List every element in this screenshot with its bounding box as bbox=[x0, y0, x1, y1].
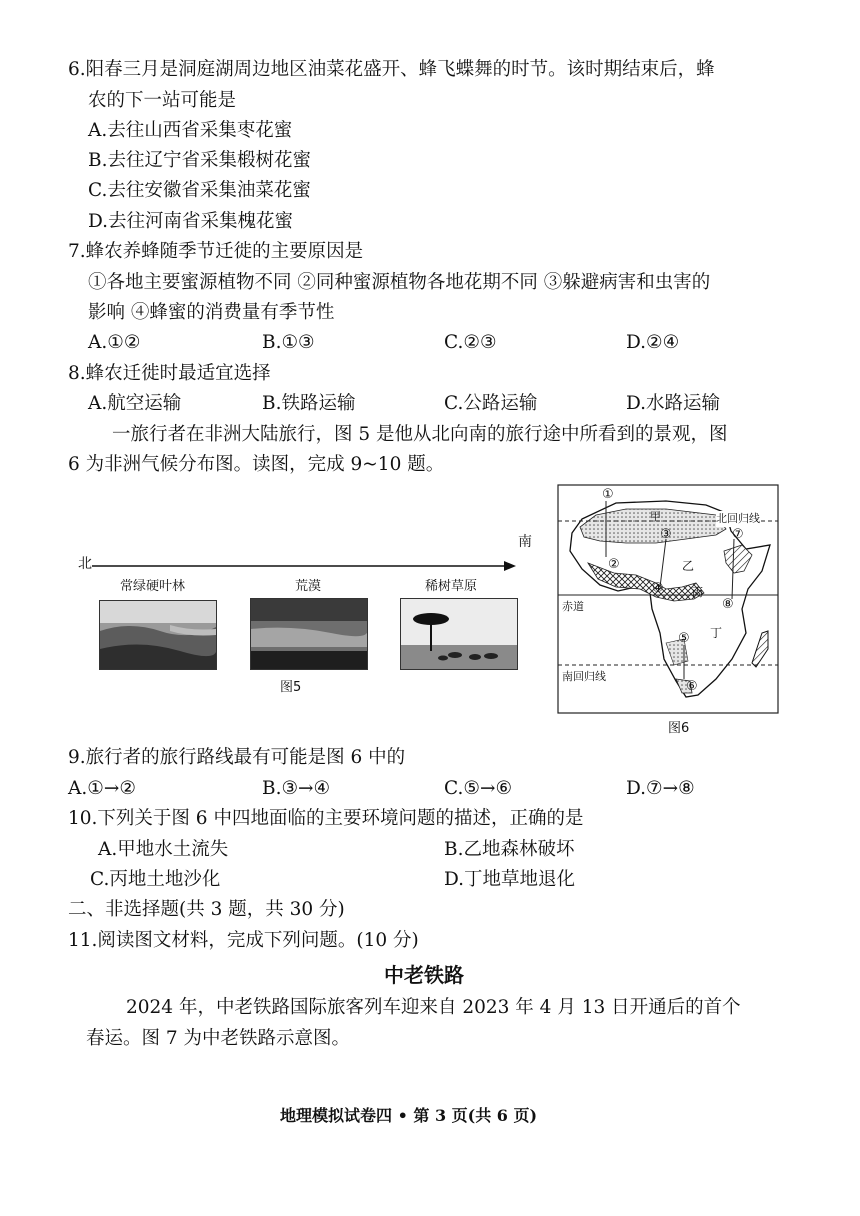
q11-stem: 11.阅读图文材料，完成下列问题。(10 分) bbox=[68, 930, 419, 951]
q8-option-a: A.航空运输 bbox=[88, 393, 182, 414]
q9-option-d: D.⑦→⑧ bbox=[626, 778, 695, 799]
q7-items-line1: ①各地主要蜜源植物不同 ②同种蜜源植物各地花期不同 ③躲避病害和虫害的 bbox=[88, 272, 711, 293]
q10-stem: 10.下列关于图 6 中四地面临的主要环境问题的描述，正确的是 bbox=[68, 808, 584, 829]
q7-option-c: C.②③ bbox=[444, 332, 497, 353]
north-label: 北 bbox=[78, 556, 92, 572]
q6-option-c: C.去往安徽省采集油菜花蜜 bbox=[88, 180, 311, 201]
ding-label: 丁 bbox=[710, 626, 723, 640]
photo1-label: 常绿硬叶林 bbox=[120, 579, 186, 594]
figure-5-caption: 图5 bbox=[280, 680, 302, 695]
q10-option-c: C.丙地土地沙化 bbox=[90, 869, 221, 890]
q6-option-d: D.去往河南省采集槐花蜜 bbox=[88, 211, 294, 232]
q7-option-a: A.①② bbox=[88, 332, 141, 353]
section-2-heading: 二、非选择题(共 3 题，共 30 分) bbox=[68, 899, 345, 920]
marker-4: ④ bbox=[652, 581, 664, 596]
yi-label: 乙 bbox=[682, 559, 695, 573]
figure-5 bbox=[70, 530, 530, 710]
marker-7: ⑦ bbox=[732, 527, 744, 542]
intro-line2: 6 为非洲气候分布图。读图，完成 9~10 题。 bbox=[68, 454, 445, 475]
photo2-label: 荒漠 bbox=[295, 579, 322, 594]
equator-label: 赤道 bbox=[562, 600, 584, 613]
marker-8: ⑧ bbox=[722, 597, 734, 612]
page-footer: 地理模拟试卷四 • 第 3 页(共 6 页) bbox=[280, 1106, 538, 1125]
q9-option-a: A.①→② bbox=[68, 778, 136, 799]
figure-6 bbox=[556, 483, 780, 743]
marker-2: ② bbox=[608, 557, 620, 572]
q11-body-line2: 春运。图 7 为中老铁路示意图。 bbox=[86, 1028, 351, 1049]
figure-6-caption: 图6 bbox=[668, 721, 690, 736]
q6-option-b: B.去往辽宁省采集椴树花蜜 bbox=[88, 150, 311, 171]
bing-label: 丙 bbox=[692, 586, 703, 599]
photo-savanna bbox=[400, 598, 518, 670]
q10-option-d: D.丁地草地退化 bbox=[444, 869, 576, 890]
photo3-label: 稀树草原 bbox=[425, 579, 478, 594]
marker-1: ① bbox=[602, 487, 614, 502]
marker-3: ③ bbox=[660, 527, 672, 542]
q8-option-c: C.公路运输 bbox=[444, 393, 538, 414]
q11-material-title: 中老铁路 bbox=[384, 963, 464, 987]
photo-sclerophyll-forest bbox=[99, 600, 217, 670]
q6-stem-line1: 6.阳春三月是洞庭湖周边地区油菜花盛开、蜂飞蝶舞的时节。该时期结束后，蜂 bbox=[68, 59, 715, 80]
q7-items-line2: 影响 ④蜂蜜的消费量有季节性 bbox=[88, 302, 335, 323]
q9-stem: 9.旅行者的旅行路线最有可能是图 6 中的 bbox=[68, 747, 406, 768]
q7-option-b: B.①③ bbox=[262, 332, 315, 353]
q9-option-b: B.③→④ bbox=[262, 778, 331, 799]
intro-line1: 一旅行者在非洲大陆旅行，图 5 是他从北向南的旅行途中所看到的景观，图 bbox=[112, 424, 728, 445]
q11-body-line1: 2024 年，中老铁路国际旅客列车迎来自 2023 年 4 月 13 日开通后的首个 bbox=[126, 997, 741, 1018]
tropic-capricorn-label: 南回归线 bbox=[562, 670, 606, 683]
q7-option-d: D.②④ bbox=[626, 332, 680, 353]
south-label: 南 bbox=[518, 534, 532, 550]
q6-stem-line2: 农的下一站可能是 bbox=[88, 90, 237, 111]
q10-option-a: A.甲地水土流失 bbox=[98, 839, 229, 860]
q9-option-c: C.⑤→⑥ bbox=[444, 778, 513, 799]
q10-option-b: B.乙地森林破坏 bbox=[444, 839, 575, 860]
q7-stem: 7.蜂农养蜂随季节迁徙的主要原因是 bbox=[68, 241, 364, 262]
jia-label: 甲 bbox=[650, 510, 661, 523]
direction-arrow bbox=[92, 558, 516, 574]
marker-6: ⑥ bbox=[686, 679, 698, 694]
tropic-cancer-label: 北回归线 bbox=[716, 512, 760, 525]
q8-stem: 8.蜂农迁徙时最适宜选择 bbox=[68, 363, 271, 384]
q6-option-a: A.去往山西省采集枣花蜜 bbox=[88, 120, 293, 141]
q8-option-b: B.铁路运输 bbox=[262, 393, 356, 414]
photo-desert bbox=[250, 598, 368, 670]
marker-5: ⑤ bbox=[678, 631, 690, 646]
q8-option-d: D.水路运输 bbox=[626, 393, 721, 414]
